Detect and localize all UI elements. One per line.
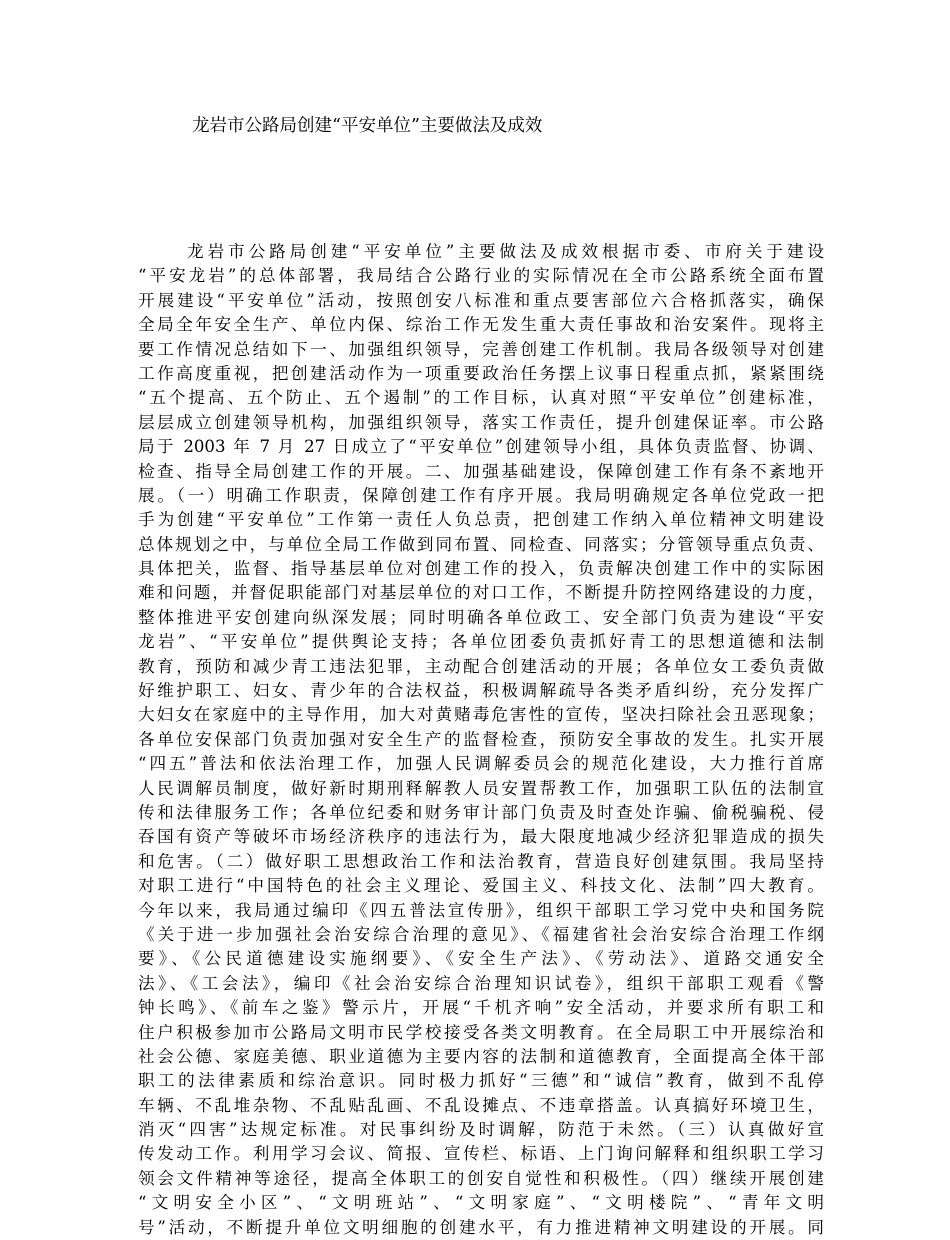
- body-line: 和危害。（二）做好职工思想政治工作和法治教育，营造良好创建氛围。我局坚持: [138, 851, 824, 871]
- body-line: 局于 2003 年 7 月 27 日成立了“平安单位”创建领导小组，具体负责监督、协调、: [138, 437, 824, 457]
- body-line: 要》、《公民道德建设实施纲要》、《安全生产法》、《劳动法》、道路交通安全: [138, 949, 824, 969]
- body-line: 要工作情况总结如下一、加强组织领导，完善创建工作机制。我局各级领导对创建: [138, 339, 824, 359]
- body-line: 号”活动，不断提升单位文明细胞的创建水平，有力推进精神文明建设的开展。同: [138, 1217, 824, 1237]
- body-line: 总体规划之中，与单位全局工作做到同布置、同检查、同落实；分管领导重点负责、: [138, 534, 824, 554]
- body-line: 《关于进一步加强社会治安综合治理的意见》、《福建省社会治安综合治理工作纲: [138, 924, 824, 944]
- body-line: 具体把关，监督、指导基层单位对创建工作的投入，负责解决创建工作中的实际困: [138, 559, 824, 579]
- body-line: 整体推进平安创建向纵深发展；同时明确各单位政工、安全部门负责为建设“平安: [138, 607, 824, 627]
- body-line: 吞国有资产等破坏市场经济秩序的违法行为，最大限度地减少经济犯罪造成的损失: [138, 827, 824, 847]
- body-line: 教育，预防和减少青工违法犯罪，主动配合创建活动的开展；各单位女工委负责做: [138, 656, 824, 676]
- body-line: 领会文件精神等途径，提高全体职工的创安自觉性和积极性。（四）继续开展创建: [138, 1168, 824, 1188]
- body-line: 对职工进行“中国特色的社会主义理论、爱国主义、科技文化、法制”四大教育。: [138, 876, 824, 896]
- body-line: 大妇女在家庭中的主导作用，加大对黄赌毒危害性的宣传，坚决扫除社会丑恶现象；: [138, 705, 824, 725]
- document-title: 龙岩市公路局创建“平安单位”主要做法及成效: [192, 116, 543, 136]
- body-line: 检查、指导全局创建工作的开展。二、加强基础建设，保障创建工作有条不紊地开: [138, 461, 824, 481]
- body-line: 展。（一）明确工作职责，保障创建工作有序开展。我局明确规定各单位党政一把: [138, 485, 824, 505]
- body-line: 开展建设“平安单位”活动，按照创安八标准和重点要害部位六合格抓落实，确保: [138, 290, 824, 310]
- body-line: 社会公德、家庭美德、职业道德为主要内容的法制和道德教育，全面提高全体干部: [138, 1046, 824, 1066]
- body-line: 龙岩”、“平安单位”提供舆论支持；各单位团委负责抓好青工的思想道德和法制: [138, 632, 824, 652]
- body-line: “文明安全小区”、“文明班站”、“文明家庭”、“文明楼院”、“青年文明: [138, 1193, 824, 1213]
- body-line: 层层成立创建领导机构，加强组织领导，落实工作责任，提升创建保证率。市公路: [138, 412, 824, 432]
- body-line: 人民调解员制度，做好新时期刑释解教人员安置帮教工作，加强职工队伍的法制宣: [138, 778, 824, 798]
- body-line: “四五”普法和依法治理工作，加强人民调解委员会的规范化建设，大力推行首席: [138, 754, 824, 774]
- body-line: 龙岩市公路局创建“平安单位”主要做法及成效根据市委、市府关于建设: [187, 242, 824, 261]
- body-line: 车辆、不乱堆杂物、不乱贴乱画、不乱设摊点、不违章搭盖。认真搞好环境卫生，: [138, 1095, 824, 1115]
- body-line: 难和问题，并督促职能部门对基层单位的对口工作，不断提升防控网络建设的力度，: [138, 583, 824, 603]
- body-line: 好维护职工、妇女、青少年的合法权益，积极调解疏导各类矛盾纠纷，充分发挥广: [138, 681, 824, 701]
- body-line: 全局全年安全生产、单位内保、综治工作无发生重大责任事故和治安案件。现将主: [138, 315, 824, 335]
- body-line: 手为创建“平安单位”工作第一责任人负总责，把创建工作纳入单位精神文明建设: [138, 510, 824, 530]
- body-line: 传和法律服务工作；各单位纪委和财务审计部门负责及时查处诈骗、偷税骗税、侵: [138, 802, 824, 822]
- body-line: 工作高度重视，把创建活动作为一项重要政治任务摆上议事日程重点抓，紧紧围绕: [138, 363, 824, 383]
- body-line: 住户积极参加市公路局文明市民学校接受各类文明教育。在全局职工中开展综治和: [138, 1022, 824, 1042]
- body-line: “平安龙岩”的总体部署，我局结合公路行业的实际情况在全市公路系统全面布置: [138, 266, 824, 286]
- body-line: “五个提高、五个防止、五个遏制”的工作目标，认真对照“平安单位”创建标准，: [138, 388, 824, 408]
- document-body: [138, 240, 824, 1240]
- body-line: 消灭“四害”达规定标准。对民事纠纷及时调解，防范于未然。（三）认真做好宣: [138, 1120, 824, 1140]
- body-line: 职工的法律素质和综治意识。同时极力抓好“三德”和“诚信”教育，做到不乱停: [138, 1071, 824, 1091]
- body-line: 今年以来，我局通过编印《四五普法宣传册》，组织干部职工学习党中央和国务院: [138, 900, 824, 920]
- body-line: 钟长鸣》、《前车之鉴》警示片，开展“千机齐响”安全活动，并要求所有职工和: [138, 998, 824, 1018]
- body-line: 法》、《工会法》，编印《社会治安综合治理知识试卷》，组织干部职工观看《警: [138, 973, 824, 993]
- body-line: 传发动工作。利用学习会议、简报、宣传栏、标语、上门询问解释和组织职工学习: [138, 1144, 824, 1164]
- body-line: 各单位安保部门负责加强对安全生产的监督检查，预防安全事故的发生。扎实开展: [138, 729, 824, 749]
